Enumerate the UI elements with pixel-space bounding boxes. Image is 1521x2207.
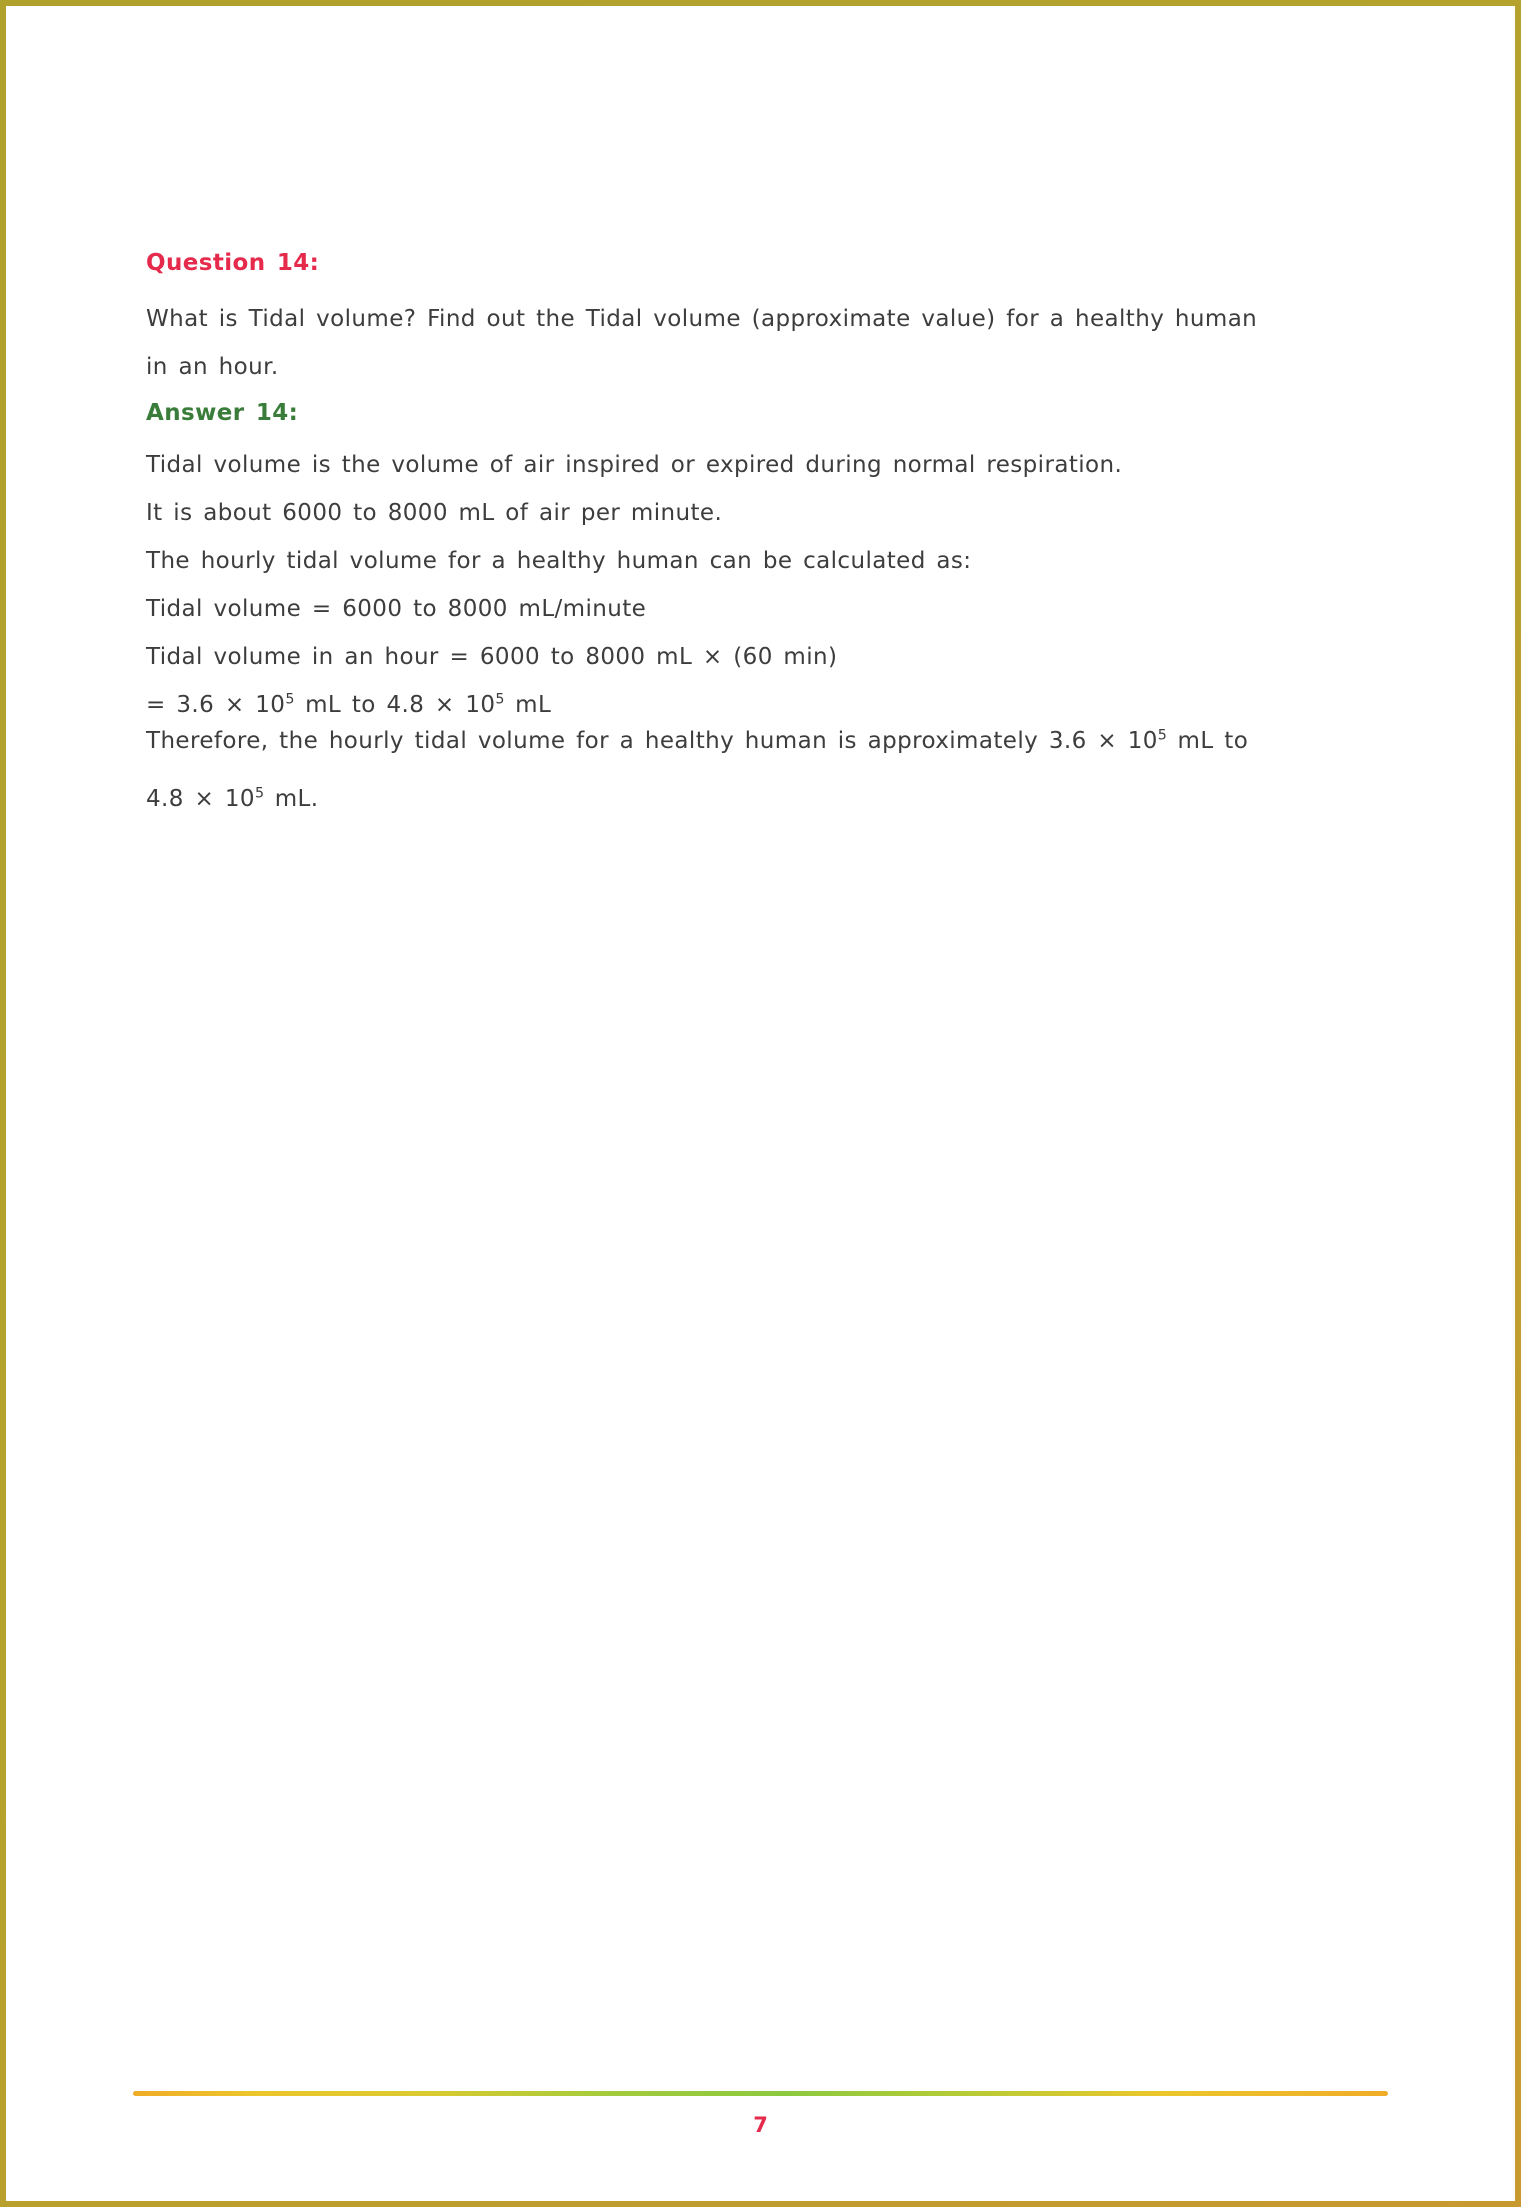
text-segment: mL to [1166,728,1249,754]
answer-heading: Answer 14: [146,400,299,426]
text-segment: Tidal volume is the volume of air inspired or expired during normal respiration. [146,452,1123,478]
text-segment: Therefore, the hourly tidal volume for a healthy human is approximately 3.6 × 10 [146,728,1158,754]
answer-line [146,450,1405,480]
answer-line [146,726,1405,756]
text-segment: Tidal volume = 6000 to 8000 mL/minute [146,596,647,622]
question-line: in an hour. [146,354,279,380]
answer-line [146,546,1405,576]
text-segment: 4.8 × 10 [146,786,255,812]
question-text [146,304,1405,382]
question-heading: Question 14: [146,250,320,276]
superscript-exponent: 5 [495,691,505,708]
answer-line [146,642,1405,672]
text-segment: mL. [264,786,319,812]
text-segment: Tidal volume in an hour = 6000 to 8000 mL × (60 min) [146,644,838,670]
document-page [6,6,1515,2201]
text-segment: It is about 6000 to 8000 mL of air per minute. [146,500,723,526]
page-footer [6,2091,1515,2137]
answer-line [146,690,1405,720]
answer-line [146,594,1405,624]
answer-text [146,450,1405,814]
text-segment: mL to 4.8 × 10 [294,692,496,718]
page-number: 7 [753,2113,768,2137]
text-segment: = 3.6 × 10 [146,692,286,718]
footer-divider-line [133,2091,1388,2096]
content-area [6,6,1515,814]
superscript-exponent: 5 [285,691,295,708]
superscript-exponent: 5 [1157,727,1167,744]
question-line: What is Tidal volume? Find out the Tidal volume (approximate value) for a healthy human [146,306,1258,332]
answer-line [146,498,1405,528]
answer-line [146,784,1405,814]
text-segment: mL [504,692,552,718]
text-segment: The hourly tidal volume for a healthy human can be calculated as: [146,548,972,574]
superscript-exponent: 5 [254,785,265,802]
